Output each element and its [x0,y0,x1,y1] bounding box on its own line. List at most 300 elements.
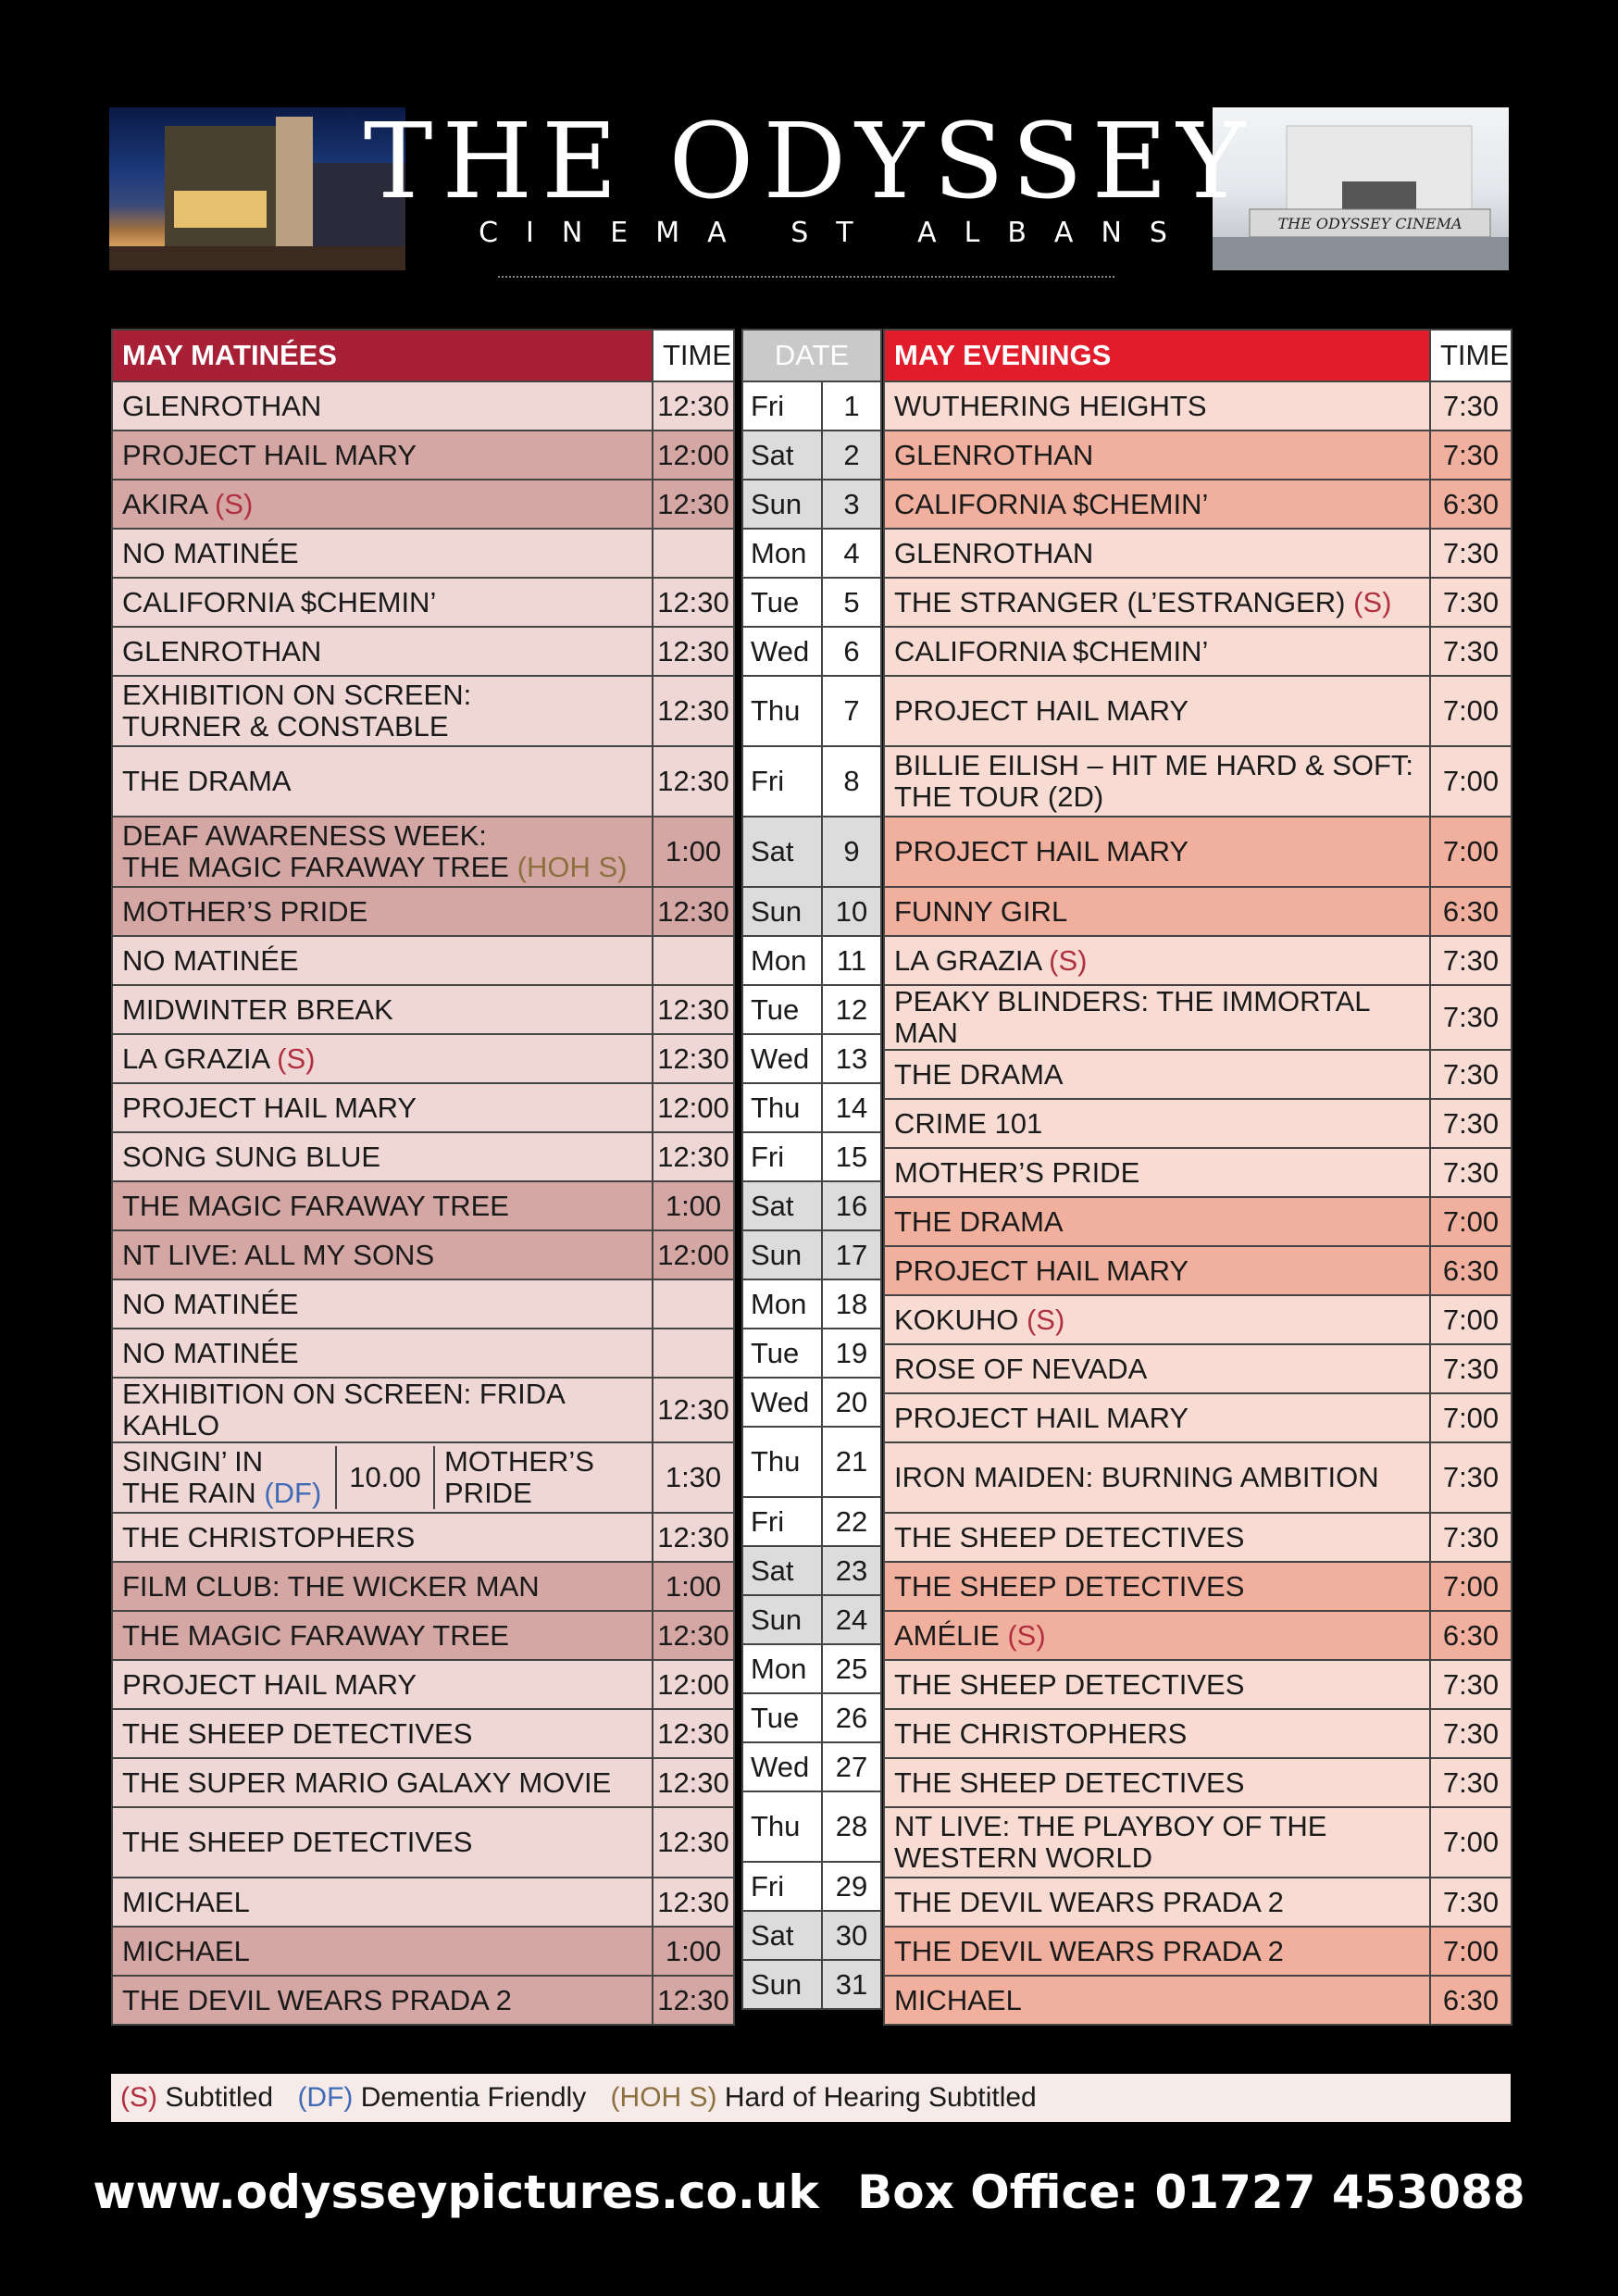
evening-row [884,746,1512,817]
evening-row [884,1807,1512,1878]
screening-time: 7:30 [1430,529,1512,578]
film-title [884,529,1430,578]
screening-time: 12:00 [653,430,734,480]
matinee-row [112,430,734,480]
date-row [742,1181,881,1230]
weekday: Mon [742,936,822,985]
weekday: Thu [742,676,822,746]
screening-time: 12:30 [653,1807,734,1878]
film-title [112,676,653,746]
matinee-row [112,1230,734,1279]
screening-time: 12:30 [653,1611,734,1660]
date-row [742,1427,881,1497]
film-title-line: BILLIE EILISH – HIT ME HARD & SOFT: [894,749,1414,781]
day-number: 22 [822,1497,881,1546]
matinee-row [112,1513,734,1562]
weekday: Fri [742,1497,822,1546]
film-title [884,1927,1430,1976]
screening-time: 6:30 [1430,1611,1512,1660]
date-row [742,985,881,1034]
matinee-row [112,676,734,746]
legend-hard-of-hearing [611,2082,1037,2113]
film-title-line: EXHIBITION ON SCREEN: FRIDA KAHLO [122,1378,565,1441]
film-title-line: NT LIVE: THE PLAYBOY OF THE [894,1810,1327,1842]
screening-time: 7:30 [1430,381,1512,430]
screening-time: 7:00 [1430,817,1512,887]
day-number: 21 [822,1427,881,1497]
evening-row [884,1295,1512,1344]
film-title-line: NO MATINÉE [122,943,299,977]
day-number: 15 [822,1132,881,1181]
evening-row [884,1660,1512,1709]
film-title-line: NT LIVE: ALL MY SONS [122,1238,435,1271]
legend [111,2074,1511,2122]
day-number: 4 [822,529,881,578]
film-title [884,578,1430,627]
accessibility-tag: (S) [214,487,254,520]
screening-time: 7:00 [1430,1927,1512,1976]
film-title-line: AMÉLIE [894,1618,1000,1652]
evening-row [884,480,1512,529]
weekday: Wed [742,1742,822,1791]
date-row [742,1595,881,1644]
film-title [884,676,1430,746]
weekday: Sun [742,1595,822,1644]
film-title-line: THE SUPER MARIO GALAXY MOVIE [122,1766,612,1799]
screening-time: 1:00 [653,1927,734,1976]
film-title-line: ROSE OF NEVADA [894,1352,1148,1385]
screening-time: 7:00 [1430,746,1512,817]
date-row [742,887,881,936]
film-title-line: THE MAGIC FARAWAY TREE [122,1618,509,1652]
matinee-row [112,1279,734,1329]
screening-time: 1:00 [653,1562,734,1611]
film-title [884,480,1430,529]
film-title [112,1927,653,1976]
screening-time: 7:00 [1430,1393,1512,1442]
matinee-row [112,1034,734,1083]
film-title [884,985,1430,1050]
date-row [742,746,881,817]
matinee-row [112,1132,734,1181]
screening-time: 7:30 [1430,1709,1512,1758]
film-title [884,1976,1430,2025]
facade-sign-text: THE ODYSSEY CINEMA [1277,215,1462,232]
evening-row [884,1976,1512,2025]
film-title-line-2: THE RAIN [122,1477,256,1509]
legend-hoh-text: Hard of Hearing Subtitled [724,2082,1037,2113]
date-row [742,1279,881,1329]
day-number: 5 [822,578,881,627]
date-row [742,676,881,746]
matinee-row [112,1083,734,1132]
evening-row [884,1246,1512,1295]
date-row [742,1546,881,1595]
screening-time: 7:30 [1430,985,1512,1050]
film-title-line: LA GRAZIA [122,1042,269,1075]
split-screening [113,1446,652,1509]
weekday: Sun [742,1230,822,1279]
date-row [742,1791,881,1862]
matinee-row [112,1878,734,1927]
day-number: 3 [822,480,881,529]
film-title-line: GLENROTHAN [122,634,322,668]
matinees-time-header: TIME [653,330,734,381]
day-number: 23 [822,1546,881,1595]
day-number: 17 [822,1230,881,1279]
film-title-line: SONG SUNG BLUE [122,1140,381,1173]
film-title [112,578,653,627]
evening-row [884,1442,1512,1513]
weekday: Fri [742,746,822,817]
weekday: Sat [742,1911,822,1960]
screening-time [653,529,734,578]
film-title [884,1344,1430,1393]
date-row [742,817,881,887]
matinees-title: MAY MATINÉES [112,330,653,381]
film-title [112,1807,653,1878]
film-title-line: THE DEVIL WEARS PRADA 2 [894,1885,1284,1918]
film-title-line: KOKUHO [894,1303,1019,1336]
screening-time: 7:00 [1430,1295,1512,1344]
film-title-line: THE DRAMA [894,1204,1064,1238]
matinee-row [112,887,734,936]
matinee-row [112,1611,734,1660]
screening-time: 6:30 [1430,1246,1512,1295]
weekday: Tue [742,1329,822,1378]
screening-time: 12:30 [653,578,734,627]
film-title-line: CRIME 101 [894,1106,1043,1140]
film-title [884,1513,1430,1562]
date-row [742,430,881,480]
film-title [112,817,653,887]
film-title-line: PEAKY BLINDERS: THE IMMORTAL MAN [894,985,1370,1049]
film-title [884,817,1430,887]
evening-row [884,1611,1512,1660]
film-title-line: GLENROTHAN [894,438,1094,471]
screening-time: 7:30 [1430,1344,1512,1393]
evening-row [884,1099,1512,1148]
evening-row [884,1050,1512,1099]
accessibility-tag: (S) [1353,585,1392,618]
evening-row [884,676,1512,746]
screening-time: 12:30 [653,1034,734,1083]
day-number: 31 [822,1960,881,2009]
matinee-row [112,381,734,430]
film-title [884,627,1430,676]
screening-time: 7:30 [1430,1050,1512,1099]
screening-time [653,936,734,985]
film-title-line: PROJECT HAIL MARY [122,438,417,471]
accessibility-tag: (S) [1026,1303,1065,1336]
accessibility-tag: (S) [1049,943,1088,977]
date-row [742,1644,881,1693]
screening-time: 12:30 [653,1132,734,1181]
screening-time: 12:30 [653,1758,734,1807]
evening-row [884,1148,1512,1197]
film-title-line: THE SHEEP DETECTIVES [894,1569,1245,1603]
matinee-row [112,1378,734,1442]
accessibility-tag: (S) [277,1042,316,1075]
screening-time: 12:30 [653,887,734,936]
accessibility-tag: (HOH S) [517,851,628,883]
evening-row [884,887,1512,936]
film-title-line: FUNNY GIRL [894,894,1068,928]
evenings-time-header: TIME [1430,330,1512,381]
film-title-line: MOTHER’S PRIDE [894,1155,1140,1189]
film-title [112,746,653,817]
weekday: Wed [742,1034,822,1083]
film-title-line: MOTHER’S PRIDE [122,894,368,928]
evening-row [884,817,1512,887]
film-title-line: EXHIBITION ON SCREEN: [122,679,472,711]
evening-row [884,1344,1512,1393]
film-title [434,1446,652,1509]
date-row [742,1034,881,1083]
film-title-line: CALIFORNIA $CHEMIN’ [894,487,1209,520]
day-number: 12 [822,985,881,1034]
evening-row [884,578,1512,627]
film-title-line: PROJECT HAIL MARY [122,1091,417,1124]
website-link[interactable]: www.odysseypictures.co.uk [93,2165,819,2219]
film-title [112,1878,653,1927]
film-title-line: THE MAGIC FARAWAY TREE [122,1189,509,1222]
dates-table [741,329,882,2010]
date-row [742,1230,881,1279]
film-title-line: THE CHRISTOPHERS [122,1520,416,1554]
screening-time: 7:00 [1430,1197,1512,1246]
film-title-line: THE DEVIL WEARS PRADA 2 [894,1934,1284,1967]
film-title-line: MICHAEL [122,1885,250,1918]
day-number: 11 [822,936,881,985]
day-number: 7 [822,676,881,746]
evening-row [884,1927,1512,1976]
screening-time: 7:30 [1430,1660,1512,1709]
screening-time: 12:30 [653,1976,734,2025]
film-title-line: NO MATINÉE [122,1336,299,1369]
film-title [112,1034,653,1083]
film-title [112,529,653,578]
evening-row [884,985,1512,1050]
film-title-line: DEAF AWARENESS WEEK: [122,819,487,852]
date-row [742,1497,881,1546]
film-title-line: FILM CLUB: THE WICKER MAN [122,1569,540,1603]
film-title-line: GLENROTHAN [894,536,1094,569]
day-number: 28 [822,1791,881,1862]
film-title [884,887,1430,936]
film-title-line: THE DEVIL WEARS PRADA 2 [122,1983,512,2016]
film-title-line: AKIRA [122,487,207,520]
film-title [884,430,1430,480]
film-title-line: CALIFORNIA $CHEMIN’ [122,585,437,618]
weekday: Wed [742,627,822,676]
matinee-row [112,1181,734,1230]
screening-time: 7:00 [1430,676,1512,746]
film-title-line: THE SHEEP DETECTIVES [122,1826,473,1858]
film-title-line: IRON MAIDEN: BURNING AMBITION [894,1461,1379,1493]
film-title [112,1181,653,1230]
film-title [884,1758,1430,1807]
matinee-row [112,1329,734,1378]
screening-time: 7:30 [1430,430,1512,480]
weekday: Wed [742,1378,822,1427]
day-number: 6 [822,627,881,676]
screening-time: 1:30 [653,1442,734,1513]
weekday: Thu [742,1427,822,1497]
day-number: 24 [822,1595,881,1644]
film-title [884,1442,1430,1513]
film-title-line: WUTHERING HEIGHTS [894,389,1207,422]
screening-time: 12:30 [653,381,734,430]
film-title [884,1393,1430,1442]
film-title [884,1246,1430,1295]
film-title [884,1099,1430,1148]
screening-time: 7:30 [1430,1878,1512,1927]
weekday: Sat [742,430,822,480]
matinee-row [112,1660,734,1709]
split-screening-row [113,1446,652,1509]
evening-row [884,627,1512,676]
brand-subtitle: CINEMA ST ALBANS [479,217,1195,249]
weekday: Tue [742,1693,822,1742]
film-title-line: NO MATINÉE [122,1287,299,1320]
header-divider [498,276,1114,278]
screening-time: 7:30 [1430,1758,1512,1807]
film-title [112,430,653,480]
day-number: 26 [822,1693,881,1742]
weekday: Mon [742,1644,822,1693]
matinee-row [112,1976,734,2025]
film-title [884,1660,1430,1709]
screening-time: 7:00 [1430,1562,1512,1611]
film-title [112,627,653,676]
film-title [112,1378,653,1442]
film-title [112,381,653,430]
film-title [112,1562,653,1611]
film-title-line: LA GRAZIA [894,943,1041,977]
accessibility-tag: (S) [1007,1618,1046,1652]
day-number: 1 [822,381,881,430]
evenings-title: MAY EVENINGS [884,330,1430,381]
screening-time: 12:30 [653,1378,734,1442]
film-title [112,1758,653,1807]
film-title-line: MICHAEL [122,1934,250,1967]
legend-subtitled [120,2082,273,2113]
weekday: Mon [742,529,822,578]
film-title [112,1976,653,2025]
screening-time: 12:00 [653,1660,734,1709]
weekday: Sun [742,480,822,529]
film-title-line: PROJECT HAIL MARY [894,835,1189,867]
film-title-line: GLENROTHAN [122,389,322,422]
matinee-row [112,1562,734,1611]
film-title-line: THE SHEEP DETECTIVES [122,1716,473,1750]
screening-time: 12:30 [653,1878,734,1927]
film-title [112,1132,653,1181]
film-title [884,1611,1430,1660]
evening-row [884,381,1512,430]
evenings-table [883,329,1512,2026]
date-row [742,1329,881,1378]
screening-time: 10.00 [336,1446,434,1509]
screening-time: 7:30 [1430,627,1512,676]
day-number: 8 [822,746,881,817]
matinee-row [112,746,734,817]
day-number: 30 [822,1911,881,1960]
weekday: Fri [742,1132,822,1181]
evening-row [884,529,1512,578]
film-title [113,1446,336,1509]
weekday: Fri [742,381,822,430]
accessibility-tag: (DF) [264,1477,322,1509]
film-title [884,1148,1430,1197]
film-title-line-2: WESTERN WORLD [894,1841,1152,1874]
weekday: Mon [742,1279,822,1329]
screening-time: 7:30 [1430,1148,1512,1197]
film-title [884,381,1430,430]
film-title-line: PROJECT HAIL MARY [894,1401,1189,1434]
weekday: Thu [742,1083,822,1132]
film-title [112,1513,653,1562]
evening-row [884,1513,1512,1562]
weekday: Fri [742,1862,822,1911]
matinee-row [112,1709,734,1758]
date-row [742,1693,881,1742]
film-title [112,1279,653,1329]
date-row [742,578,881,627]
screening-time: 7:30 [1430,578,1512,627]
matinee-row [112,817,734,887]
split-screening-cell [112,1442,653,1513]
weekday: Tue [742,578,822,627]
film-title [884,1295,1430,1344]
evening-row [884,1197,1512,1246]
evening-row [884,1758,1512,1807]
legend-hoh-tag: (HOH S) [610,2082,717,2113]
day-number: 13 [822,1034,881,1083]
day-number: 29 [822,1862,881,1911]
film-title [112,936,653,985]
day-number: 16 [822,1181,881,1230]
date-row [742,529,881,578]
film-title [884,1562,1430,1611]
film-title-line: MIDWINTER BREAK [122,992,393,1026]
film-title [884,746,1430,817]
film-title [112,887,653,936]
box-office-phone: Box Office: 01727 453088 [857,2165,1525,2219]
film-title-line: PROJECT HAIL MARY [122,1667,417,1701]
brand-title: THE ODYSSEY [363,102,1255,222]
film-title [112,1660,653,1709]
legend-s-text: Subtitled [165,2082,274,2113]
footer [0,2165,1618,2220]
screening-time: 1:00 [653,817,734,887]
screening-time: 7:00 [1430,1807,1512,1878]
date-row [742,1132,881,1181]
screening-time: 1:00 [653,1181,734,1230]
date-row [742,480,881,529]
film-title-line: THE SHEEP DETECTIVES [894,1766,1245,1799]
matinee-row [112,1807,734,1878]
screening-time [653,1329,734,1378]
film-title [884,1807,1430,1878]
screening-time: 7:30 [1430,1442,1512,1513]
film-title [112,1083,653,1132]
weekday: Sat [742,817,822,887]
date-header: DATE [742,330,881,381]
date-row [742,381,881,430]
film-title [112,1329,653,1378]
